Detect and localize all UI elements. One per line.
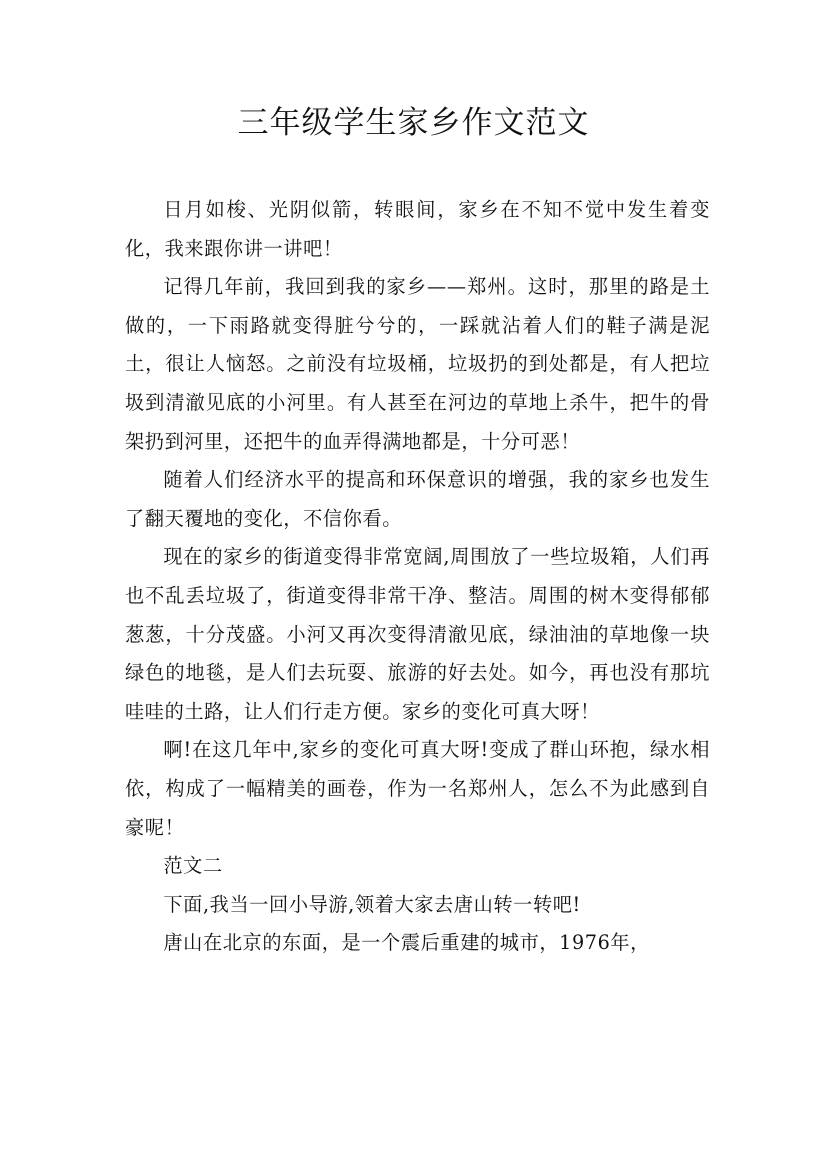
paragraph-3: 随着人们经济水平的提高和环保意识的增强，我的家乡也发生了翻天覆地的变化，不信你看。: [125, 468, 710, 530]
section-heading-sample-two: 范文二: [163, 854, 223, 878]
document-title: 三年级学生家乡作文范文: [237, 105, 590, 141]
paragraph-2: 记得几年前，我回到我的家乡——郑州。这时，那里的路是土做的，一下雨路就变得脏兮兮的，一踩就沾着人们的鞋子满是泥土，很让人恼怒。之前没有垃圾桶，垃圾扔的到处都是，有人把垃圾到清澈见底的小河里。有人甚至在河边的草地上杀牛，把牛的骨架扔到河里，还把牛的血弄得满地都是，十分可恶！: [125, 275, 710, 453]
paragraph-4: 现在的家乡的街道变得非常宽阔,周围放了一些垃圾箱，人们再也不乱丢垃圾了，街道变得非常干净、整洁。周围的树木变得郁郁葱葱，十分茂盛。小河又再次变得清澈见底，绿油油的草地像一块绿色的地毯，是人们去玩耍、旅游的好去处。如今，再也没有那坑哇哇的土路，让人们行走方便。家乡的变化可真大呀！: [125, 545, 710, 723]
paragraph-1: 日月如梭、光阴似箭，转眼间，家乡在不知不觉中发生着变化，我来跟你讲一讲吧！: [125, 198, 710, 260]
paragraph-7: 唐山在北京的东面，是一个震后重建的城市，1976年，: [163, 931, 650, 955]
document-body: [125, 191, 710, 963]
paragraph-6: 下面,我当一回小导游,领着大家去唐山转一转吧!: [163, 892, 581, 916]
paragraph-5: 啊!在这几年中,家乡的变化可真大呀!变成了群山环抱，绿水相依，构成了一幅精美的画卷，作为一名郑州人，怎么不为此感到自豪呢！: [125, 738, 710, 839]
